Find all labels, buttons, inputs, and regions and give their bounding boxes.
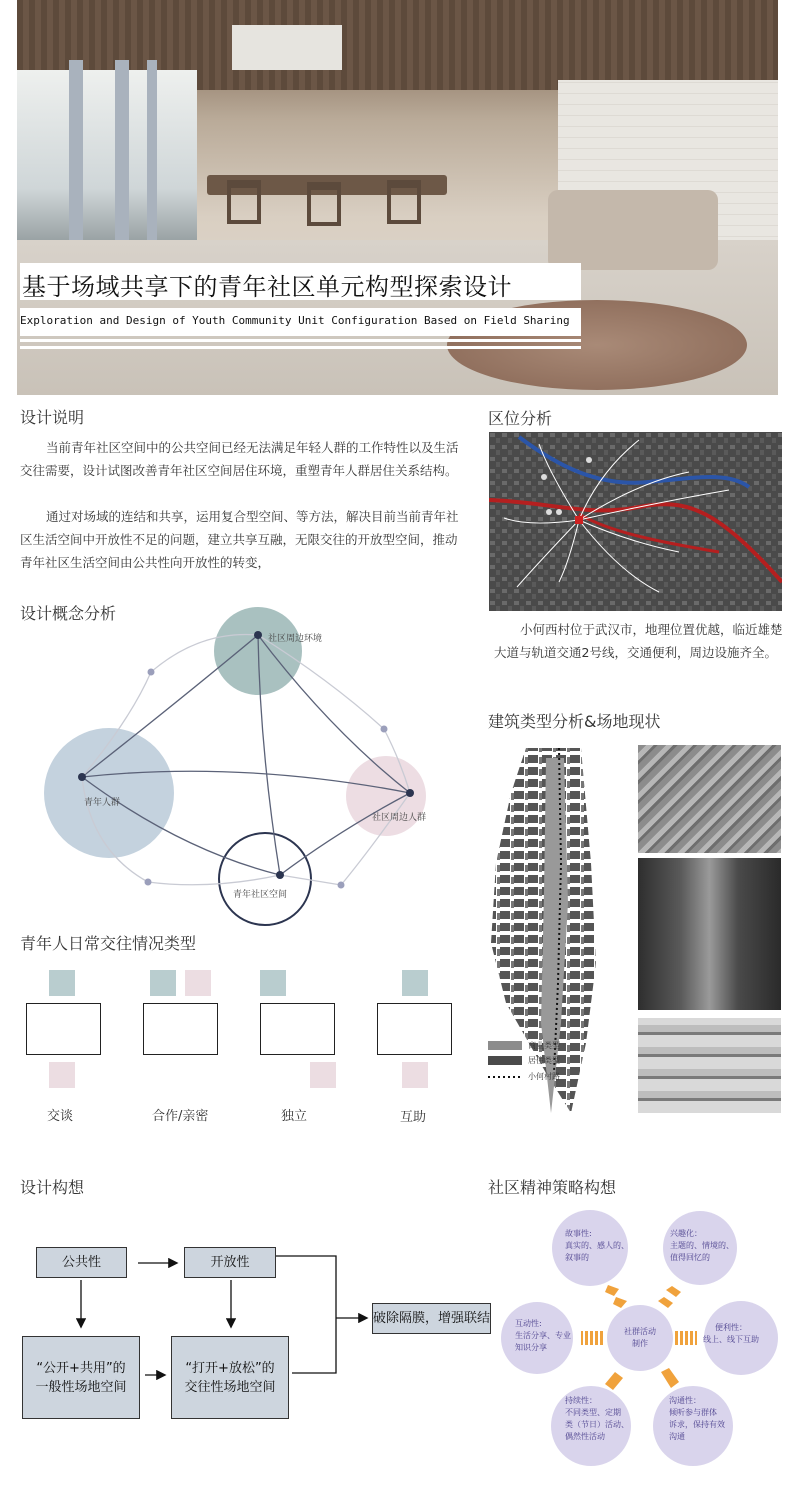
flow-box-result-label: 破除隔膜，增强联结 bbox=[373, 1311, 491, 1326]
marker-green bbox=[150, 970, 176, 996]
strategy-diagram bbox=[495, 1200, 795, 1470]
legend-residential: 居住类型 bbox=[528, 1056, 560, 1065]
interaction-frame-talk bbox=[26, 1003, 101, 1055]
node-label-youth: 青年人群 bbox=[84, 798, 121, 808]
marker-pink bbox=[185, 970, 211, 996]
neighbors-circle bbox=[346, 756, 426, 836]
youth-circle bbox=[44, 728, 174, 858]
type-label-talk: 交谈 bbox=[47, 1109, 74, 1124]
site-photo-building bbox=[638, 1018, 781, 1113]
space-circle bbox=[219, 833, 311, 925]
site-plan bbox=[486, 743, 636, 1118]
type-label-independent: 独立 bbox=[281, 1109, 308, 1124]
subtitle-banner bbox=[20, 308, 581, 336]
heading-concept-analysis: 设计概念分析 bbox=[20, 604, 117, 623]
interaction-frame-mutual-aid bbox=[377, 1003, 452, 1055]
chair bbox=[227, 180, 261, 224]
heading-interaction-types: 青年人日常交往情况类型 bbox=[20, 934, 197, 953]
marker-pink bbox=[49, 1062, 75, 1088]
flow-box-general-line2: 一般性场地空间 bbox=[35, 1379, 127, 1395]
bubble-story-line2: 真实的、感人的、 bbox=[565, 1241, 629, 1250]
location-map bbox=[489, 432, 782, 611]
marker-green bbox=[260, 970, 286, 996]
flow-box-general-line1: “公开+共用”的 bbox=[36, 1360, 126, 1376]
legend-commercial: 商业类型 bbox=[528, 1041, 560, 1050]
site-photo-aerial bbox=[638, 745, 781, 853]
type-label-cooperate: 合作/亲密 bbox=[152, 1109, 209, 1124]
interaction-frame-cooperate bbox=[143, 1003, 218, 1055]
bubble-communication-line4: 沟通 bbox=[669, 1432, 685, 1441]
node-label-surroundings: 社区周边环境 bbox=[268, 634, 323, 644]
marker-green bbox=[49, 970, 75, 996]
heading-strategy: 社区精神策略构想 bbox=[488, 1178, 617, 1197]
marker-green bbox=[402, 970, 428, 996]
design-description-paragraph-1: 当前青年社区空间中的公共空间已经无法满足年轻人群的工作特性以及生活交往需要，设计试图改善青年社区空间居住环境，重塑青年人群居住关系结构。 bbox=[20, 440, 459, 478]
bubble-communication-line2: 倾听参与群体 bbox=[669, 1408, 717, 1417]
strategy-center-line1: 社群活动 bbox=[624, 1327, 656, 1336]
heading-design-idea: 设计构想 bbox=[20, 1178, 85, 1197]
bubble-interaction-line2: 生活分享、专业 bbox=[515, 1331, 571, 1340]
bubble-interest-line2: 主题的、情境的、 bbox=[670, 1241, 734, 1250]
bubble-continuity-line4: 偶然性活动 bbox=[565, 1432, 605, 1441]
interaction-frame-independent bbox=[260, 1003, 335, 1055]
bubble-continuity-line3: 类（节日）活动、 bbox=[565, 1420, 629, 1429]
flow-box-social-line2: 交往性场地空间 bbox=[184, 1379, 276, 1395]
skylight bbox=[232, 25, 342, 70]
page-subtitle: Exploration and Design of Youth Community Unit Configuration Based on Field Sharing bbox=[20, 314, 570, 327]
bubble-interaction-line1: 互动性: bbox=[515, 1319, 542, 1328]
type-label-mutual-aid: 互助 bbox=[400, 1110, 427, 1125]
heading-design-description: 设计说明 bbox=[20, 408, 85, 427]
window-view bbox=[17, 70, 197, 240]
bubble-interest-line3: 值得回忆的 bbox=[670, 1253, 710, 1262]
flow-box-social-line1: “打开+放松”的 bbox=[185, 1360, 275, 1376]
flow-box-general-space bbox=[22, 1336, 140, 1419]
bubble-interaction-line3: 知识分享 bbox=[515, 1343, 547, 1352]
legend-village-road: 小何村路 bbox=[528, 1072, 560, 1081]
bubble-interest-line1: 兴趣化： bbox=[670, 1229, 702, 1238]
heading-building-analysis: 建筑类型分析&场地现状 bbox=[488, 712, 661, 731]
location-map-graphic bbox=[489, 432, 782, 611]
divider-line bbox=[20, 346, 581, 349]
page-title: 基于场域共享下的青年社区单元构型探索设计 bbox=[22, 273, 512, 301]
flow-box-result bbox=[372, 1303, 491, 1334]
bubble-convenience-line2: 线上、线下互助 bbox=[703, 1335, 759, 1344]
bubble-continuity-line2: 不同类型、定期 bbox=[565, 1408, 621, 1417]
chair bbox=[387, 180, 421, 224]
flow-box-open bbox=[184, 1247, 276, 1278]
marker-pink bbox=[310, 1062, 336, 1088]
design-description-paragraph-2: 通过对场域的连结和共享，运用复合型空间、等方法，解决目前当前青年社区生活空间中开放性不足的问题，建立共享互融，无限交往的开放型空间，推动青年社区生活空间由公共性向开放性的转变， bbox=[20, 509, 459, 570]
bubble-communication-line3: 诉求，保持有效 bbox=[669, 1420, 725, 1429]
flow-box-public-label: 公共性 bbox=[61, 1255, 101, 1270]
title-banner bbox=[20, 263, 581, 300]
divider-line bbox=[20, 339, 581, 342]
bubble-communication-line1: 沟通性： bbox=[669, 1396, 701, 1405]
node-label-space: 青年社区空间 bbox=[233, 890, 288, 900]
flow-box-public bbox=[36, 1247, 127, 1278]
bubble-story-line1: 故事性: bbox=[565, 1229, 592, 1238]
bubble-story-line3: 叙事的 bbox=[565, 1253, 589, 1262]
bubble-convenience-line1: 便利性： bbox=[715, 1323, 747, 1332]
bubble-continuity-line1: 持续性： bbox=[565, 1396, 597, 1405]
strategy-center-line2: 制作 bbox=[632, 1339, 648, 1348]
flow-box-open-label: 开放性 bbox=[210, 1255, 250, 1270]
marker-pink bbox=[402, 1062, 428, 1088]
location-description: 小何西村位于武汉市，地理位置优越，临近雄楚大道与轨道交通2号线，交通便利，周边设施齐全。 bbox=[494, 622, 783, 660]
flow-box-social-space bbox=[171, 1336, 289, 1419]
chair bbox=[307, 182, 341, 226]
node-label-neighbors: 社区周边人群 bbox=[372, 813, 427, 823]
heading-location-analysis: 区位分析 bbox=[488, 409, 553, 428]
site-photo-alley bbox=[638, 858, 781, 1010]
sofa bbox=[548, 190, 718, 270]
